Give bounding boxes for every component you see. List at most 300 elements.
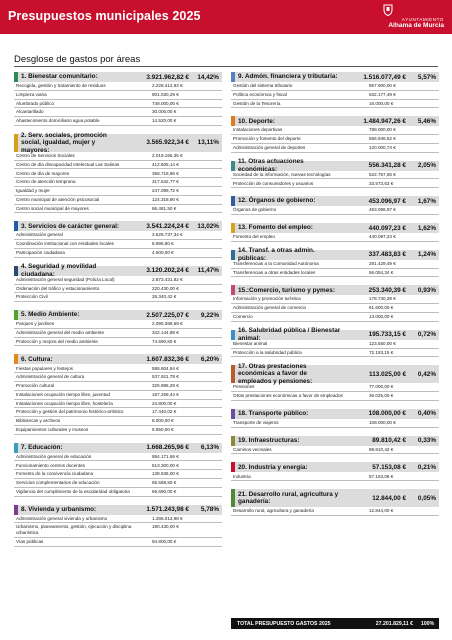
item-amount: 26.340,42 € [152, 294, 177, 300]
item-name: Caminos vecinales [233, 446, 272, 452]
section-pct: 1,24% [417, 251, 436, 259]
budget-section [231, 462, 439, 481]
section-header [231, 327, 439, 342]
item-amount: 440.097,23 € [369, 234, 396, 240]
list-item [14, 285, 222, 294]
item-name: Órganos de gobierno [233, 207, 277, 213]
section-header [231, 436, 439, 446]
section-amount: 3.921.962,82 € [146, 73, 189, 81]
item-name: Centro de día de mayores [16, 170, 70, 176]
section-title: 7. Educación: [21, 443, 63, 451]
item-name: Centro social municipal de mayores [16, 205, 89, 211]
budget-section [231, 158, 439, 189]
item-amount: 65.568,50 € [152, 480, 177, 486]
section-header [231, 285, 439, 295]
section-color-bar [14, 505, 18, 515]
section-color-bar [231, 489, 235, 507]
section-title: 19. Infraestructuras: [238, 436, 300, 444]
section-amount: 2.507.225,07 € [146, 311, 189, 319]
item-amount: 86.481,50 € [152, 205, 177, 211]
section-header [231, 158, 439, 173]
budget-section [231, 362, 439, 401]
list-item [14, 178, 222, 187]
section-amount: 1.484.947,26 € [363, 117, 406, 125]
item-amount: 247.099,72 € [152, 188, 179, 194]
item-name: Alumbrado público [16, 100, 55, 106]
section-amount: 57.153,08 € [372, 463, 406, 471]
item-amount: 867.900,00 € [369, 83, 396, 89]
section-title: 18. Transporte público: [238, 410, 309, 418]
left-column [14, 72, 222, 555]
list-item [231, 507, 439, 516]
item-name: Limpieza viaria [16, 91, 47, 97]
list-item [14, 373, 222, 382]
section-title: 6. Cultura: [21, 355, 53, 363]
item-amount: 788.000,00 € [369, 127, 396, 133]
section-pct: 6,20% [200, 355, 219, 363]
divider [14, 66, 438, 67]
item-amount: 12.844,00 € [369, 508, 394, 514]
list-item [14, 108, 222, 117]
item-amount: 2.873.431,82 € [152, 276, 183, 282]
list-item [14, 169, 222, 178]
org-line1: AYUNTAMIENTO [401, 17, 444, 22]
item-name: Bienestar animal [233, 340, 268, 346]
section-pct: 0,21% [417, 463, 436, 471]
section-pct: 0,72% [417, 331, 436, 339]
item-amount: 89.810,42 € [369, 446, 394, 452]
section-title: 9. Admón. financiera y tributaria: [238, 73, 338, 81]
budget-section [231, 116, 439, 152]
item-amount: 3.528.737,34 € [152, 232, 183, 238]
budget-section [231, 223, 439, 242]
item-name: Transferencias a otras entidades locales [233, 269, 316, 275]
item-name: Promoción y fomento del deporte [233, 136, 301, 142]
budget-section [231, 436, 439, 455]
list-item [231, 126, 439, 135]
item-amount: 556.946,52 € [369, 136, 396, 142]
section-color-bar [231, 285, 235, 295]
item-name: Servicios complementarios de educación [16, 480, 100, 486]
item-amount: 342.144,88 € [152, 329, 179, 335]
section-pct: 9,22% [200, 311, 219, 319]
item-name: Protección y mejora del medio ambiente [16, 338, 98, 344]
section-header [14, 263, 222, 278]
section-color-bar [231, 250, 235, 260]
list-item [231, 313, 439, 322]
item-amount: 281.429,49 € [369, 260, 396, 266]
section-title: 8. Vivienda y urbanismo: [21, 505, 97, 513]
section-amount: 3.565.922,34 € [146, 139, 189, 147]
list-item [14, 293, 222, 302]
section-title: 12. Órganos de gobierno: [238, 197, 316, 205]
item-name: Equipamientos culturales y museos [16, 426, 89, 432]
item-name: Industria [233, 473, 251, 479]
item-name: Protección y gestión del patrimonio histórico-artístico [16, 409, 124, 415]
budget-section [14, 72, 222, 126]
item-name: Promoción cultural [16, 383, 55, 389]
item-amount: 901.030,29 € [152, 91, 179, 97]
item-name: Instalaciones ocupación tiempo libre, juventud [16, 391, 110, 397]
section-header [231, 116, 439, 126]
item-amount: 108.000,00 € [369, 419, 396, 425]
section-title: 5. Medio Ambiente: [21, 311, 80, 319]
item-name: Fomento del empleo [233, 234, 275, 240]
item-name: Centro de atención temprana [16, 179, 76, 185]
section-title: 14. Transf. a otras admin. públicas: [238, 247, 315, 262]
budget-section [231, 285, 439, 321]
item-name: Instalaciones ocupación tiempo libre, hostelería [16, 400, 113, 406]
section-title: 2. Serv. sociales, promoción social, igualdad, mujer y mayores: [21, 131, 107, 154]
item-name: Gestión del sistema tributario [233, 83, 293, 89]
item-amount: 317.542,77 € [152, 179, 179, 185]
list-item [14, 187, 222, 196]
list-item [14, 470, 222, 479]
section-header [14, 131, 222, 154]
item-name: Fiestas populares y festejos [16, 365, 73, 371]
section-amount: 108.000,00 € [368, 410, 406, 418]
list-item [231, 100, 439, 109]
section-color-bar [14, 266, 18, 276]
item-amount: 632.177,49 € [369, 91, 396, 97]
item-amount: 56.054,34 € [369, 269, 394, 275]
section-pct: 2,05% [417, 162, 436, 170]
section-header [231, 489, 439, 507]
section-amount: 1.607.832,36 € [146, 355, 189, 363]
section-amount: 195.733,15 € [368, 331, 406, 339]
budget-section [14, 221, 222, 257]
budget-section [231, 489, 439, 516]
section-pct: 0,42% [417, 370, 436, 378]
item-amount: 513.300,00 € [152, 462, 179, 468]
item-amount: 94.800,00 € [152, 538, 177, 544]
item-amount: 2.019.155,35 € [152, 153, 183, 158]
item-amount: 522.767,65 € [369, 171, 396, 177]
section-pct: 11,47% [197, 267, 219, 275]
total-row [231, 618, 439, 629]
list-item [14, 161, 222, 170]
item-amount: 17.440,02 € [152, 409, 177, 415]
section-title: 3. Servicios de carácter general: [21, 222, 120, 230]
section-color-bar [231, 409, 235, 419]
list-item [14, 117, 222, 126]
section-pct: 5,57% [417, 73, 436, 81]
section-color-bar [231, 161, 235, 171]
item-name: Transporte de viajeros [233, 419, 279, 425]
total-pct: 100% [421, 620, 435, 627]
item-name: Bibliotecas y archivos [16, 418, 61, 424]
item-name: Centro de Servicios Sociales [16, 153, 75, 158]
section-color-bar [14, 221, 18, 231]
list-item [14, 240, 222, 249]
item-amount: 124.318,90 € [152, 196, 179, 202]
section-pct: 0,93% [417, 286, 436, 294]
item-name: Centro de día discapacidad Intelectual Las Salinas [16, 161, 120, 167]
item-name: Coordinación institucional con entidades locales [16, 241, 114, 247]
budget-section [14, 263, 222, 302]
section-pct: 0,33% [417, 437, 436, 445]
section-amount: 1.571.243,98 € [146, 506, 189, 514]
list-item [14, 417, 222, 426]
section-title: 10. Deporte: [238, 117, 275, 125]
item-amount: 1.286.013,98 € [152, 515, 183, 521]
list-item [14, 91, 222, 100]
section-amount: 453.096,97 € [368, 197, 406, 205]
budget-section [231, 72, 439, 108]
list-item [14, 479, 222, 488]
section-title: 13. Fomento del empleo: [238, 224, 313, 232]
list-item [14, 426, 222, 435]
section-header [231, 409, 439, 419]
list-item [231, 179, 439, 188]
item-name: Información y promoción turística [233, 296, 301, 302]
budget-section [231, 247, 439, 278]
item-name: Recogida, gestión y tratamiento de residuos [16, 83, 106, 89]
list-item [231, 419, 439, 428]
list-item [14, 453, 222, 462]
section-title: 21. Desarrollo rural, agricultura y ganadería: [238, 490, 339, 506]
item-name: Alcantarillado [16, 109, 44, 115]
item-name: Gestión de la Tesorería [233, 100, 281, 106]
section-header [231, 223, 439, 233]
list-item [14, 391, 222, 400]
item-name: Administración general vivienda y urbanismo [16, 515, 108, 521]
budget-section [14, 354, 222, 434]
section-pct: 13,11% [197, 139, 219, 147]
section-amount: 1.516.077,49 € [363, 73, 406, 81]
item-name: Instalaciones deportivas [233, 127, 283, 133]
item-amount: 8.986,90 € [152, 241, 174, 247]
list-item [14, 329, 222, 338]
section-pct: 0,05% [417, 494, 436, 502]
item-amount: 77.000,00 € [369, 384, 394, 390]
item-name: Urbanismo, planeamiento, gestión, ejecución y disciplina urbanística [16, 524, 132, 536]
list-item [14, 338, 222, 347]
section-title: 16. Salubridad pública / Bienestar animal: [238, 327, 341, 342]
item-name: Parques y jardines [16, 321, 55, 327]
item-name: Transferencias a la Comunidad Autónoma [233, 260, 319, 266]
item-amount: 8.000,00 € [152, 418, 174, 424]
section-amount: 1.668.265,96 € [146, 444, 189, 452]
list-item [14, 320, 222, 329]
section-header [231, 196, 439, 206]
item-name: Fomento de la convivencia ciudadana [16, 471, 94, 477]
section-pct: 1,67% [417, 197, 436, 205]
city-logo [354, 4, 444, 30]
item-name: Política económica y fiscal [233, 91, 287, 97]
list-item [231, 446, 439, 455]
section-header [231, 462, 439, 472]
org-line2: Alhama de Murcia [388, 22, 444, 29]
section-color-bar [231, 116, 235, 126]
section-pct: 5,46% [417, 117, 436, 125]
section-title: 11. Otras actuaciones económicas: [238, 158, 304, 173]
item-amount: 72.183,15 € [369, 349, 394, 355]
list-item [231, 304, 439, 313]
list-item [14, 382, 222, 391]
section-header [14, 72, 222, 82]
section-pct: 6,13% [200, 444, 219, 452]
list-item [14, 364, 222, 373]
item-amount: 30.000,00 € [152, 109, 177, 115]
section-title: 20. Industria y energía: [238, 463, 308, 471]
section-pct: 14,42% [197, 73, 219, 81]
section-color-bar [231, 196, 235, 206]
item-amount: 2.090.389,59 € [152, 321, 183, 327]
list-item [14, 461, 222, 470]
section-color-bar [231, 462, 235, 472]
item-amount: 36.025,00 € [369, 393, 394, 399]
item-name: Vías públicas [16, 538, 44, 544]
budget-section [14, 131, 222, 213]
list-item [14, 249, 222, 258]
list-item [231, 135, 439, 144]
section-pct: 1,62% [417, 224, 436, 232]
section-pct: 13,02% [197, 222, 219, 230]
list-item [14, 205, 222, 214]
item-name: Centro municipal de atención psicosocial [16, 196, 100, 202]
list-item [231, 206, 439, 215]
list-item [14, 231, 222, 240]
list-item [231, 82, 439, 91]
section-color-bar [231, 436, 235, 446]
item-name: Funcionamiento centros docentes [16, 462, 85, 468]
section-title: 4. Seguridad y movilidad ciudadana: [21, 263, 97, 278]
item-name: Administración general de educación [16, 453, 92, 459]
item-name: Igualdad y mujer [16, 188, 50, 194]
section-amount: 12.844,00 € [372, 494, 406, 502]
item-amount: 13.000,00 € [369, 314, 394, 320]
budget-section [231, 327, 439, 358]
list-item [14, 100, 222, 109]
item-name: Pensiones [233, 384, 255, 390]
section-header [231, 247, 439, 262]
section-color-bar [14, 72, 18, 82]
list-item [231, 349, 439, 358]
section-title: 15.:Comercio, turismo y pymes: [238, 286, 335, 294]
list-item [14, 82, 222, 91]
list-item [14, 515, 222, 524]
item-amount: 5.850,00 € [152, 426, 174, 432]
item-amount: 16.000,00 € [369, 100, 394, 106]
item-amount: 120.000,74 € [369, 145, 396, 150]
section-amount: 337.483,83 € [368, 251, 406, 259]
item-name: Administración general de deportes [233, 145, 306, 150]
item-amount: 138.536,00 € [152, 471, 179, 477]
item-name: Protección Civil [16, 294, 48, 300]
section-color-bar [231, 365, 235, 383]
right-column [231, 72, 439, 524]
section-color-bar [14, 310, 18, 320]
item-name: Desarrollo rural, agricultura y ganadería [233, 508, 314, 514]
item-amount: 178.740,39 € [369, 296, 396, 302]
item-amount: 2.228.412,93 € [152, 83, 183, 89]
section-header [14, 310, 222, 320]
list-item [231, 472, 439, 481]
item-amount: 588.604,94 € [152, 365, 179, 371]
section-header [231, 72, 439, 82]
list-item [231, 91, 439, 100]
item-amount: 325.996,29 € [152, 383, 179, 389]
crest-icon [382, 4, 394, 16]
item-name: Comercio [233, 314, 253, 320]
section-color-bar [231, 72, 235, 82]
list-item [14, 488, 222, 497]
item-name: Administración general [16, 232, 63, 238]
section-pct: 0,40% [417, 410, 436, 418]
item-amount: 358.718,96 € [152, 170, 179, 176]
section-amount: 556.341,28 € [368, 162, 406, 170]
budget-section [14, 505, 222, 547]
section-color-bar [231, 330, 235, 340]
section-header [14, 221, 222, 231]
section-amount: 3.120.202,24 € [146, 267, 189, 275]
item-name: Ordenación del tráfico y estacionamiento [16, 285, 100, 291]
item-amount: 220.430,00 € [152, 285, 179, 291]
section-color-bar [14, 443, 18, 453]
item-amount: 884.171,66 € [152, 453, 179, 459]
item-amount: 187.259,44 € [152, 391, 179, 397]
budget-section [14, 310, 222, 346]
item-name: Sociedad de la información, nuevas tecnologías [233, 171, 331, 177]
budget-section [231, 409, 439, 428]
item-amount: 537.921,78 € [152, 374, 179, 380]
item-amount: 4.500,00 € [152, 250, 174, 256]
section-color-bar [231, 223, 235, 233]
item-name: Protección a la salubridad pública [233, 349, 302, 355]
item-amount: 61.600,00 € [369, 305, 394, 311]
section-amount: 89.810,42 € [372, 437, 406, 445]
section-amount: 113.025,00 € [369, 370, 406, 378]
list-item [14, 400, 222, 409]
section-color-bar [14, 134, 18, 152]
item-amount: 74.690,60 € [152, 338, 177, 344]
section-amount: 3.541.224,24 € [146, 222, 189, 230]
item-name: Administración general de comercio [233, 305, 307, 311]
item-name: Vigilancia del cumplimiento de la escolaridad obligatoria [16, 488, 130, 494]
section-amount: 253.340,39 € [368, 286, 406, 294]
section-header [14, 505, 222, 515]
item-amount: 412.605,14 € [152, 161, 179, 167]
item-name: Administración general del medio ambiente [16, 329, 105, 335]
list-item [231, 144, 439, 153]
section-amount: 440.097,23 € [368, 224, 406, 232]
list-item [14, 538, 222, 547]
item-amount: 66.690,00 € [152, 488, 177, 494]
item-amount: 24.800,00 € [152, 400, 177, 406]
section-header [14, 443, 222, 453]
budget-section [231, 196, 439, 215]
item-name: Protección de consumidores y usuarios [233, 180, 314, 186]
section-header [14, 354, 222, 364]
list-item [231, 295, 439, 304]
item-name: Administración general seguridad (Policía Local) [16, 276, 115, 282]
item-amount: 123.550,00 € [369, 340, 396, 346]
section-header [231, 362, 439, 386]
budget-section [14, 443, 222, 497]
page-title: Presupuestos municipales 2025 [8, 9, 201, 23]
item-name: Otras prestaciones económicas a favor de empleados [233, 393, 343, 399]
list-item [14, 523, 222, 537]
section-color-bar [14, 354, 18, 364]
item-name: Administración general de cultura [16, 374, 85, 380]
header-bar [0, 0, 452, 34]
item-name: Abastecimiento domiciliario agua potable [16, 118, 100, 124]
section-title: 17. Otras prestaciones económicas a favor de empleados y pensiones: [238, 362, 313, 386]
item-amount: 190.430,00 € [152, 524, 179, 530]
list-item [231, 269, 439, 278]
total-amount: 27.201.829,11 € [375, 620, 413, 627]
